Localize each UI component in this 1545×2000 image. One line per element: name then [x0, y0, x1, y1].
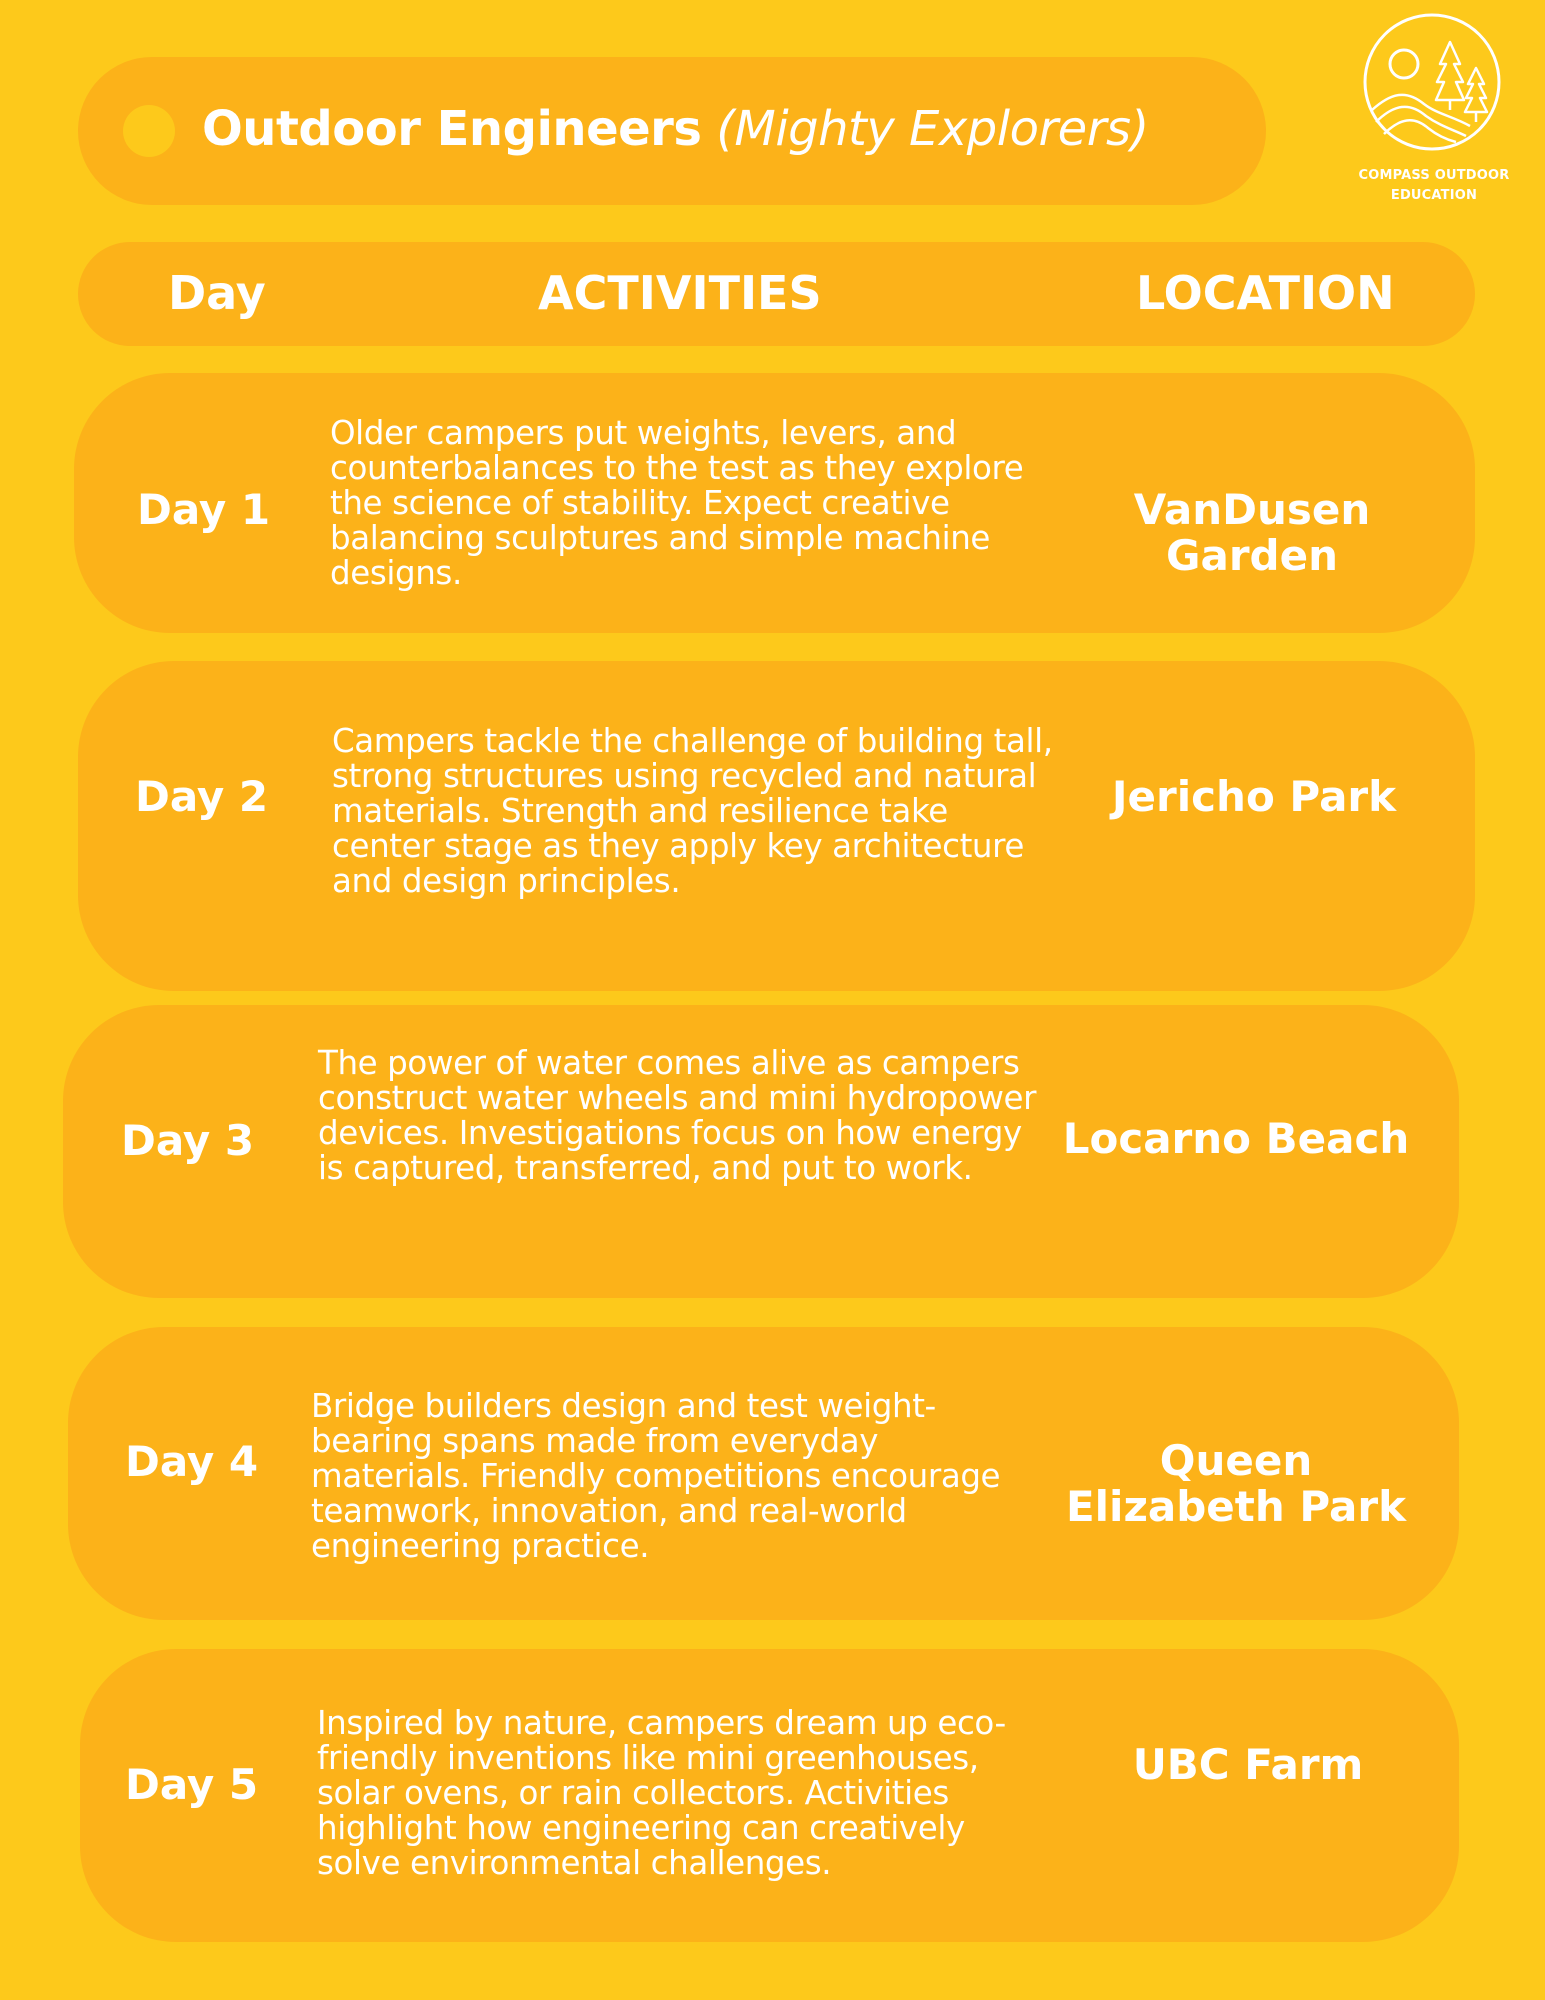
activity-description: The power of water comes alive as campers construct water wheels and mini hydropower devices. Investigations focus on how energy is captured, transferred, and put to work. — [318, 1044, 1037, 1187]
location-name: Queen Elizabeth Park — [1065, 1436, 1407, 1531]
location-name: Locarno Beach — [1062, 1114, 1410, 1163]
logo-line-1: COMPASS OUTDOOR — [1358, 168, 1510, 183]
logo-wordmark — [1352, 166, 1516, 206]
activity-description: Inspired by nature, campers dream up eco-friendly inventions like mini greenhouses, solar ovens, or rain collectors. Activities highlight how engineering can creatively solve environmental challenges. — [317, 1704, 1006, 1882]
title-subtitle: (Mighty Explorers) — [716, 101, 1149, 157]
logo-line-2: EDUCATION — [1390, 188, 1478, 203]
day-label: Day 4 — [125, 1437, 259, 1486]
sun-trees-mountains-icon — [1362, 12, 1502, 152]
activity-description: Bridge builders design and test weight-bearing spans made from everyday materials. Friendly competitions encourage teamwork, innovation, and real-world engineering practice. — [311, 1387, 1001, 1565]
title-main: Outdoor Engineers — [202, 101, 702, 157]
bullet-dot-icon — [123, 105, 175, 157]
day-label: Day 1 — [137, 485, 271, 534]
column-header-location: LOCATION — [1136, 266, 1395, 320]
activity-description: Older campers put weights, levers, and counterbalances to the test as they explore the science of stability. Expect creative balancing sculptures and simple machine designs. — [330, 414, 1024, 592]
day-label: Day 5 — [125, 1760, 259, 1809]
day-label: Day 2 — [135, 772, 269, 821]
location-name: VanDusen Garden — [1133, 485, 1371, 580]
page-title — [202, 96, 1149, 162]
activity-description: Campers tackle the challenge of building tall, strong structures using recycled and natural materials. Strength and resilience take center stage as they apply key architecture and design principles. — [332, 722, 1053, 900]
location-name: UBC Farm — [1132, 1740, 1364, 1789]
location-name: Jericho Park — [1111, 772, 1397, 821]
day-label: Day 3 — [121, 1116, 255, 1165]
column-header-activities: ACTIVITIES — [538, 266, 822, 320]
column-header-day: Day — [168, 266, 266, 320]
